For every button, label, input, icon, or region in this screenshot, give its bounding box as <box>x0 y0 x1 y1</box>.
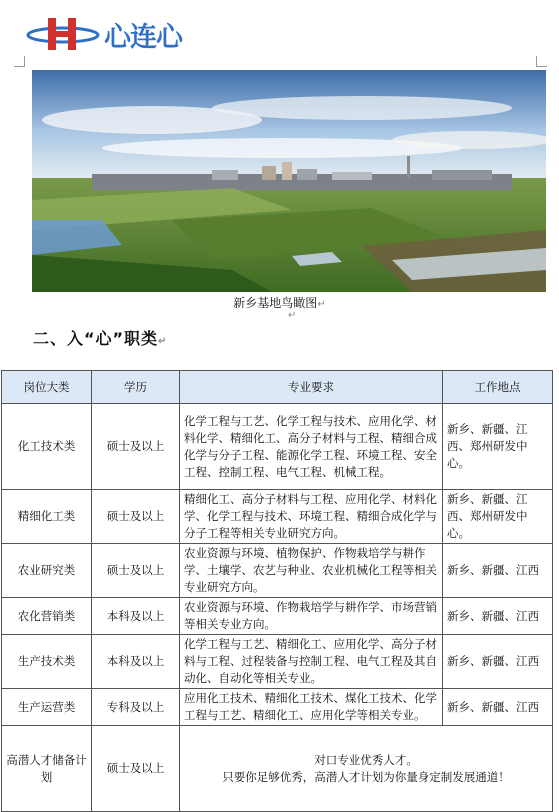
paragraph-mark-icon: ↵ <box>317 299 326 310</box>
paragraph-mark-icon: ↵ <box>158 336 168 347</box>
margin-corner-mark <box>14 56 25 67</box>
education-cell: 专科及以上 <box>92 689 180 726</box>
column-header-education: 学历 <box>92 371 180 404</box>
figure-caption <box>0 294 559 311</box>
column-header-majors: 专业要求 <box>180 371 443 404</box>
margin-corner-mark <box>536 56 547 67</box>
talent-description-cell <box>180 726 553 812</box>
category-cell: 农化营销类 <box>2 598 92 635</box>
section-heading <box>33 326 167 349</box>
talent-line-2: 只要你足够优秀，高潜人才计划为你量身定制发展通道！ <box>222 769 510 784</box>
majors-cell: 化学工程与工艺、精细化工、应用化学、高分子材料与工程、过程装备与控制工程、电气工程及其自动化、自动化等相关专业。 <box>180 635 443 689</box>
aerial-photo <box>32 70 546 292</box>
majors-cell: 应用化工技术、精细化工技术、煤化工技术、化学工程与工艺、精细化工、应用化学等相关专业。 <box>180 689 443 726</box>
majors-cell: 精细化工、高分子材料与工程、应用化学、材料化学、化学工程与技术、环境工程、精细合成化学与分子工程等相关专业研究方向。 <box>180 490 443 544</box>
category-cell: 生产运营类 <box>2 689 92 726</box>
majors-cell: 农业资源与环境、作物栽培学与耕作学、市场营销等相关专业方向。 <box>180 598 443 635</box>
column-header-location: 工作地点 <box>443 371 553 404</box>
table-row <box>2 598 553 635</box>
talent-line-1: 对口专业优秀人才。 <box>314 752 418 767</box>
section-heading-text: 二、入“心”职类 <box>33 329 159 348</box>
location-cell: 新乡、新疆、江西 <box>443 689 553 726</box>
paragraph-mark-icon: ↵ <box>288 310 297 321</box>
company-logo <box>26 12 182 56</box>
education-cell: 硕士及以上 <box>92 490 180 544</box>
category-cell: 农业研究类 <box>2 544 92 598</box>
location-cell: 新乡、新疆、江西、郑州研发中心。 <box>443 404 553 490</box>
location-cell: 新乡、新疆、江西 <box>443 635 553 689</box>
figure-caption-text: 新乡基地鸟瞰图 <box>233 296 318 310</box>
table-row <box>2 404 553 490</box>
column-header-category: 岗位大类 <box>2 371 92 404</box>
education-cell: 本科及以上 <box>92 635 180 689</box>
education-cell: 本科及以上 <box>92 598 180 635</box>
category-cell: 精细化工类 <box>2 490 92 544</box>
table-header-row <box>2 371 553 404</box>
logo-text: 心连心 <box>104 21 182 53</box>
majors-cell: 农业资源与环境、植物保护、作物栽培学与耕作学、土壤学、农艺与种业、农业机械化工程等相关专业研究方向。 <box>180 544 443 598</box>
location-cell: 新乡、新疆、江西 <box>443 598 553 635</box>
category-cell: 生产技术类 <box>2 635 92 689</box>
logo-mark-icon <box>26 14 100 54</box>
category-cell: 化工技术类 <box>2 404 92 490</box>
table-row <box>2 635 553 689</box>
education-cell: 硕士及以上 <box>92 726 180 812</box>
education-cell: 硕士及以上 <box>92 404 180 490</box>
location-cell: 新乡、新疆、江西 <box>443 544 553 598</box>
category-cell: 高潜人才储备计划 <box>2 726 92 812</box>
table-row <box>2 490 553 544</box>
table-row-talent <box>2 726 553 812</box>
majors-cell: 化学工程与工艺、化学工程与技术、应用化学、材料化学、精细化工、高分子材料与工程、精细合成化学与分子工程、能源化学工程、环境工程、安全工程、控制工程、电气工程、机械工程。 <box>180 404 443 490</box>
location-cell: 新乡、新疆、江西、郑州研发中心。 <box>443 490 553 544</box>
job-categories-table <box>1 370 553 812</box>
education-cell: 硕士及以上 <box>92 544 180 598</box>
table-row <box>2 544 553 598</box>
table-row <box>2 689 553 726</box>
